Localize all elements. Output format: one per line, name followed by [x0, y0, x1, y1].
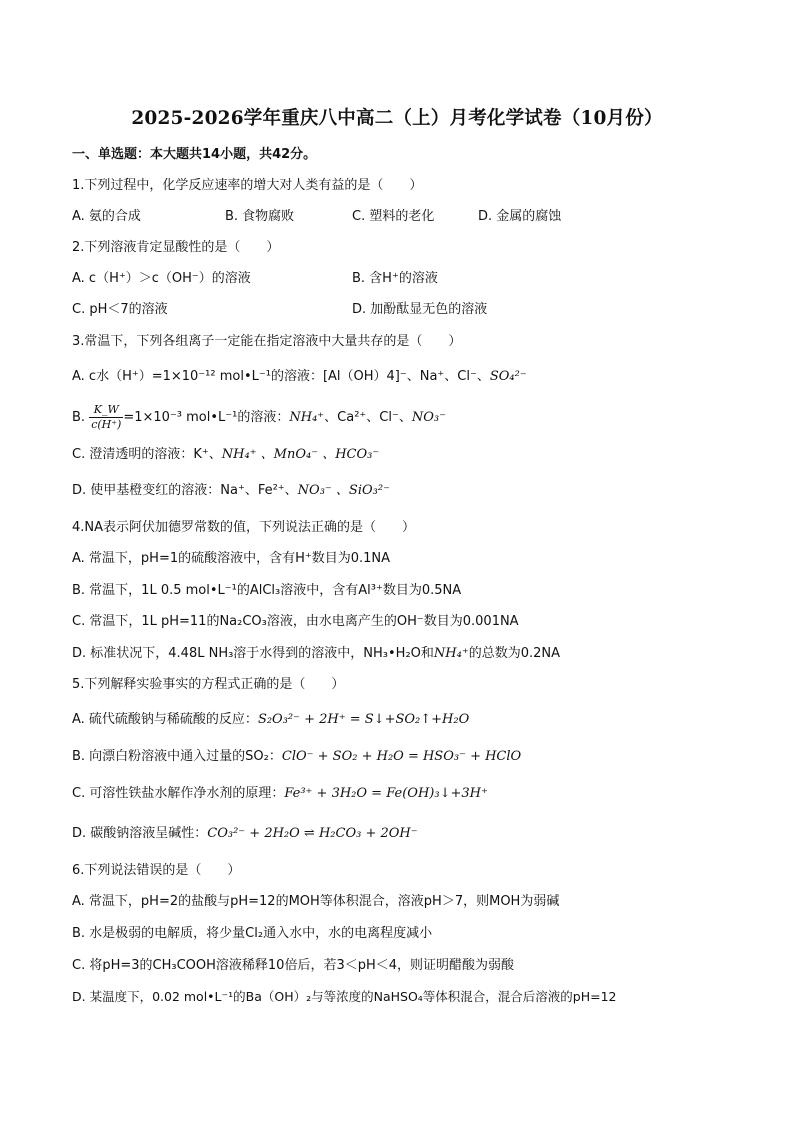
- option-d-text: D. 使甲基橙变红的溶液：Na⁺、Fe²⁺、: [72, 483, 298, 498]
- option-c-text: C. 可溶性铁盐水解作净水剂的原理：: [72, 786, 285, 801]
- question-1-option-c: C. 塑料的老化: [352, 209, 435, 224]
- question-2-option-d: D. 加酚酞显无色的溶液: [352, 302, 488, 317]
- ammonium-ion: NH₄⁺: [289, 410, 325, 425]
- question-1-option-b: B. 食物腐败: [225, 209, 295, 224]
- question-6-option-b: B. 水是极弱的电解质，将少量Cl₂通入水中，水的电离程度减小: [72, 926, 433, 941]
- question-4-option-c: C. 常温下，1L pH=11的Na₂CO₃溶液，由水电离产生的OH⁻数目为0.001NA: [72, 614, 519, 629]
- option-a-text: A. 硫代硫酸钠与稀硫酸的反应：: [72, 712, 258, 727]
- question-5-option-d: [72, 825, 418, 843]
- kw-fraction: [89, 403, 123, 432]
- question-4-option-b: B. 常温下，1L 0.5 mol•L⁻¹的AlCl₃溶液中，含有Al³⁺数目为0.5NA: [72, 583, 462, 598]
- question-1-stem: 1.下列过程中，化学反应速率的增大对人类有益的是（ ）: [72, 178, 423, 193]
- question-3-option-d: [72, 482, 390, 500]
- option-b-text: =1×10⁻³ mol•L⁻¹的溶液：: [123, 410, 290, 425]
- option-c-ions: NH₄⁺ 、MnO₄⁻ 、HCO₃⁻: [221, 447, 380, 462]
- question-3-option-a: [72, 368, 527, 386]
- question-3-stem: 3.常温下，下列各组离子一定能在指定溶液中大量共存的是（ ）: [72, 334, 462, 349]
- option-d-text: D. 标准状况下，4.48L NH₃溶于水得到的溶液中，NH₃•H₂O和: [72, 646, 434, 661]
- option-c-text: C. 澄清透明的溶液：K⁺、: [72, 447, 222, 462]
- equation-d: CO₃²⁻ + 2H₂O ⇌ H₂CO₃ + 2OH⁻: [207, 826, 418, 841]
- question-2-option-b: B. 含H⁺的溶液: [352, 271, 438, 286]
- question-6-stem: 6.下列说法错误的是（ ）: [72, 863, 241, 878]
- question-6-option-a: A. 常温下，pH=2的盐酸与pH=12的MOH等体积混合，溶液pH＞7，则MOH为弱碱: [72, 894, 560, 909]
- option-b-letter: B.: [72, 410, 90, 425]
- ammonium-ion: NH₄⁺: [433, 646, 469, 661]
- question-5-option-a: [72, 711, 469, 729]
- page-title: 2025-2026学年重庆八中高二（上）月考化学试卷（10月份）: [131, 108, 663, 129]
- option-b-text: B. 向漂白粉溶液中通入过量的SO₂：: [72, 749, 282, 764]
- equation-b: ClO⁻ + SO₂ + H₂O = HSO₃⁻ + HClO: [281, 749, 522, 764]
- sulfate-ion: SO₄²⁻: [489, 369, 527, 384]
- option-b-text-2: 、Ca²⁺、Cl⁻、: [324, 410, 412, 425]
- fraction-numerator: K_W: [89, 403, 123, 418]
- question-6-option-c: C. 将pH=3的CH₃COOH溶液稀释10倍后，若3＜pH＜4，则证明醋酸为弱酸: [72, 958, 515, 973]
- question-2-stem: 2.下列溶液肯定显酸性的是（ ）: [72, 240, 280, 255]
- question-4-option-d: [72, 645, 560, 663]
- question-2-option-c: C. pH＜7的溶液: [72, 302, 168, 317]
- option-a-text: A. c水（H⁺）=1×10⁻¹² mol•L⁻¹的溶液：[Al（OH）4]⁻、Na⁺、Cl⁻、: [72, 369, 490, 384]
- option-d-ions: NO₃⁻ 、SiO₃²⁻: [297, 483, 390, 498]
- option-d-text: D. 碳酸钠溶液呈碱性：: [72, 826, 208, 841]
- question-1-option-d: D. 金属的腐蚀: [478, 209, 562, 224]
- fraction-denominator: c(H⁺): [91, 418, 122, 431]
- question-3-option-c: [72, 446, 379, 464]
- question-6-option-d: D. 某温度下，0.02 mol•L⁻¹的Ba（OH）₂与等浓度的NaHSO₄等体积混合，混合后溶液的pH=12: [72, 989, 617, 1004]
- question-5-option-c: [72, 785, 488, 803]
- question-3-option-b: [72, 400, 446, 436]
- question-1-option-a: A. 氨的合成: [72, 209, 141, 224]
- equation-a: S₂O₃²⁻ + 2H⁺ = S↓+SO₂↑+H₂O: [257, 712, 470, 727]
- question-5-stem: 5.下列解释实验事实的方程式正确的是（ ）: [72, 677, 345, 692]
- equation-c: Fe³⁺ + 3H₂O = Fe(OH)₃↓+3H⁺: [284, 786, 488, 801]
- nitrate-ion: NO₃⁻: [411, 410, 446, 425]
- question-2-option-a: A. c（H⁺）＞c（OH⁻）的溶液: [72, 271, 251, 286]
- question-5-option-b: [72, 748, 521, 766]
- option-d-text-2: 的总数为0.2NA: [468, 646, 560, 661]
- question-4-stem: 4.NA表示阿伏加德罗常数的值，下列说法正确的是（ ）: [72, 520, 416, 535]
- question-4-option-a: A. 常温下，pH=1的硫酸溶液中，含有H⁺数目为0.1NA: [72, 551, 391, 566]
- section-header: 一、单选题：本大题共14小题，共42分。: [72, 147, 317, 162]
